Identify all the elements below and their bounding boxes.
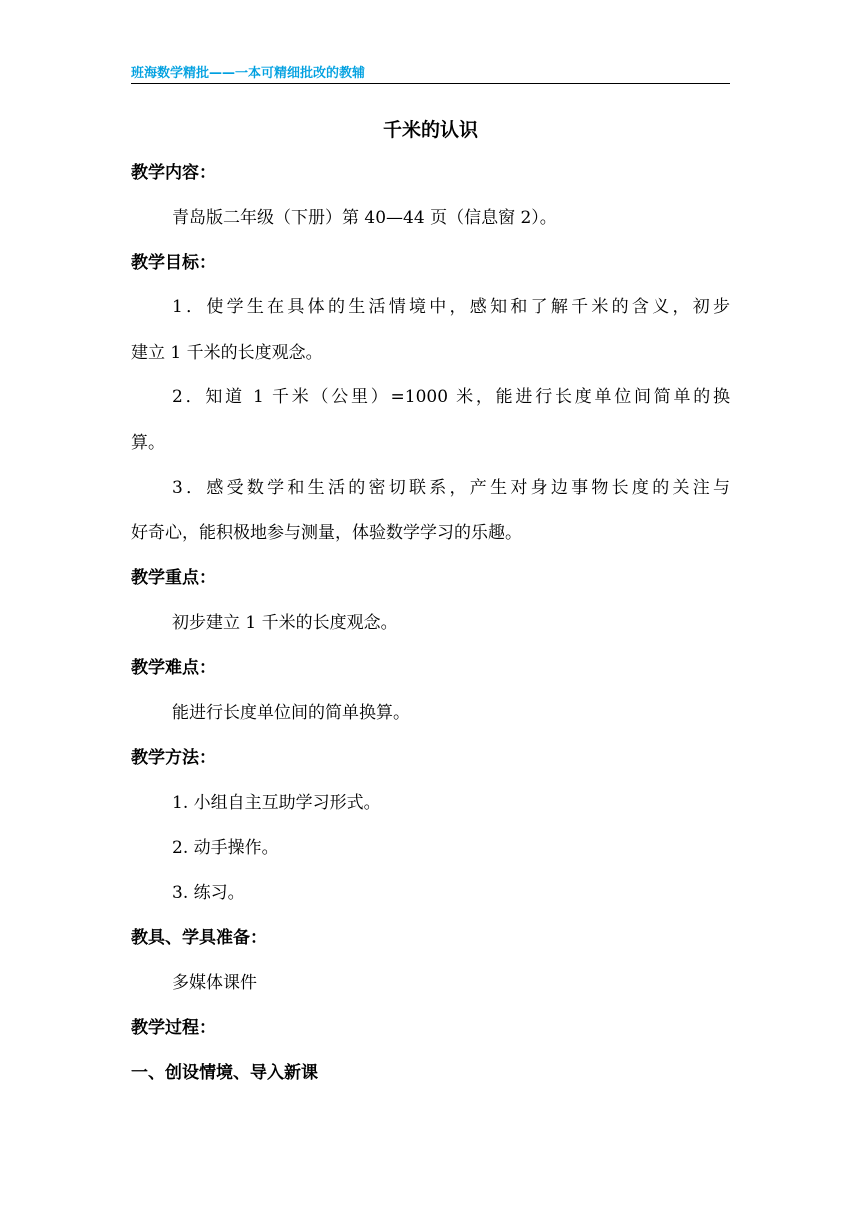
difficulty-heading: 教学难点： <box>131 658 216 678</box>
content-text: 青岛版二年级（下册）第 40—44 页（信息窗 2）。 <box>172 208 557 228</box>
content-heading: 教学内容： <box>131 163 216 183</box>
goal-3-line-1: 3．感受数学和生活的密切联系，产生对身边事物长度的关注与 <box>172 478 730 498</box>
key-point-text: 初步建立 1 千米的长度观念。 <box>172 613 398 633</box>
method-item-2: 2. 动手操作。 <box>172 838 279 858</box>
method-heading: 教学方法： <box>131 748 216 768</box>
method-item-3: 3. 练习。 <box>172 883 245 903</box>
goal-2-line-2: 算。 <box>131 433 165 453</box>
key-point-heading: 教学重点： <box>131 568 216 588</box>
goal-1-line-2: 建立 1 千米的长度观念。 <box>131 343 323 363</box>
goal-3-line-2: 好奇心，能积极地参与测量，体验数学学习的乐趣。 <box>131 523 522 543</box>
tools-text: 多媒体课件 <box>172 973 257 993</box>
header-text: 班海数学精批——一本可精细批改的教辅 <box>131 66 366 81</box>
goals-heading: 教学目标： <box>131 253 216 273</box>
page-header <box>131 62 730 84</box>
process-heading: 教学过程： <box>131 1018 216 1038</box>
tools-heading: 教具、学具准备： <box>131 928 267 948</box>
goal-1-line-1: 1．使学生在具体的生活情境中，感知和了解千米的含义，初步 <box>172 297 730 317</box>
document-title: 千米的认识 <box>382 119 478 141</box>
difficulty-text: 能进行长度单位间的简单换算。 <box>172 703 410 723</box>
goal-2-line-1: 2．知道 1 千米（公里）=1000 米，能进行长度单位间简单的换 <box>172 387 730 407</box>
step-1-heading: 一、创设情境、导入新课 <box>131 1063 318 1083</box>
method-item-1: 1. 小组自主互助学习形式。 <box>172 793 381 813</box>
